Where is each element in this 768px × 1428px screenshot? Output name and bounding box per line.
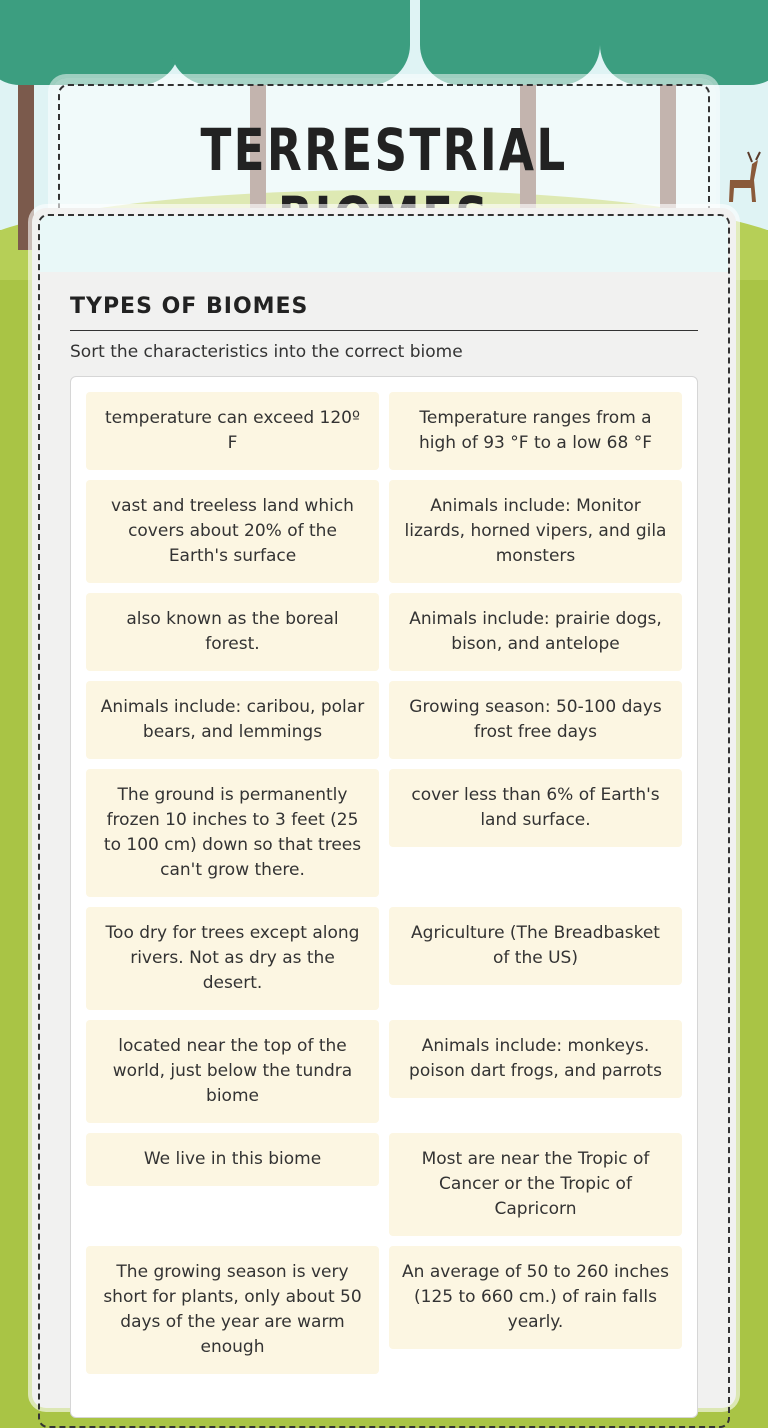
draggable-card[interactable]: The ground is permanently frozen 10 inches to 3 feet (25 to 100 cm) down so that trees can't grow there. xyxy=(86,769,379,897)
draggable-card[interactable]: Most are near the Tropic of Cancer or the Tropic of Capricorn xyxy=(389,1133,682,1236)
draggable-card[interactable]: Animals include: monkeys. poison dart frogs, and parrots xyxy=(389,1020,682,1098)
page-title: TERRESTRIAL xyxy=(200,116,568,184)
tree-canopy xyxy=(600,0,768,85)
tree-canopy xyxy=(0,0,180,85)
draggable-card[interactable]: We live in this biome xyxy=(86,1133,379,1186)
title-card xyxy=(52,78,716,228)
draggable-card[interactable]: Temperature ranges from a high of 93 °F to a low 68 °F xyxy=(389,392,682,470)
draggable-card[interactable]: An average of 50 to 260 inches (125 to 660 cm.) of rain falls yearly. xyxy=(389,1246,682,1349)
card-top-band xyxy=(40,216,728,272)
draggable-card[interactable]: Agriculture (The Breadbasket of the US) xyxy=(389,907,682,985)
draggable-card[interactable]: Animals include: caribou, polar bears, and lemmings xyxy=(86,681,379,759)
draggable-card[interactable]: Too dry for trees except along rivers. Not as dry as the desert. xyxy=(86,907,379,1010)
draggable-card[interactable]: temperature can exceed 120º F xyxy=(86,392,379,470)
card-grid xyxy=(86,392,682,1374)
section-divider xyxy=(70,330,698,331)
tree-canopy xyxy=(420,0,600,85)
draggable-card[interactable]: vast and treeless land which covers about 20% of the Earth's surface xyxy=(86,480,379,583)
draggable-card[interactable]: The growing season is very short for plants, only about 50 days of the year are warm enough xyxy=(86,1246,379,1374)
grass-strip-right xyxy=(732,280,768,1380)
tree-canopy xyxy=(170,0,410,85)
draggable-card[interactable]: Animals include: Monitor lizards, horned vipers, and gila monsters xyxy=(389,480,682,583)
worksheet-card xyxy=(32,208,736,1408)
instructions-text: Sort the characteristics into the correct biome xyxy=(70,342,463,362)
sort-area xyxy=(70,376,698,1418)
grass-strip-left xyxy=(0,280,36,1380)
draggable-card[interactable]: located near the top of the world, just below the tundra biome xyxy=(86,1020,379,1123)
draggable-card[interactable]: also known as the boreal forest. xyxy=(86,593,379,671)
section-title: TYPES OF BIOMES xyxy=(70,294,309,319)
draggable-card[interactable]: Growing season: 50-100 days frost free days xyxy=(389,681,682,759)
draggable-card[interactable]: cover less than 6% of Earth's land surface. xyxy=(389,769,682,847)
draggable-card[interactable]: Animals include: prairie dogs, bison, and antelope xyxy=(389,593,682,671)
